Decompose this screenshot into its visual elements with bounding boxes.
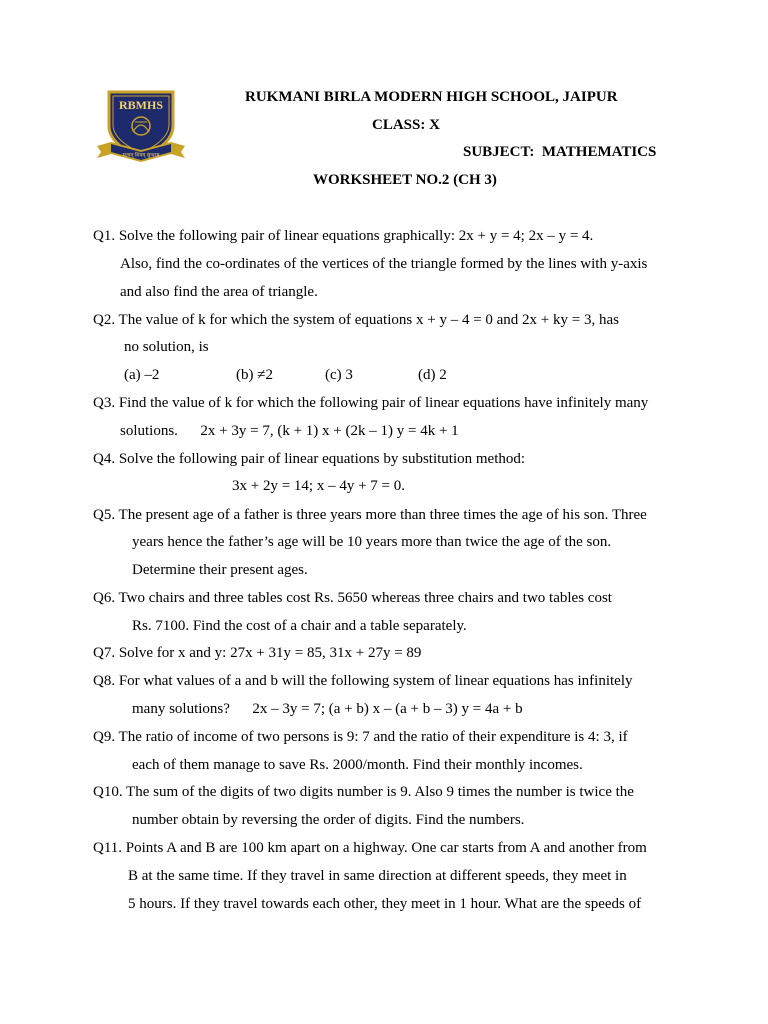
q8-line1: Q8. For what values of a and b will the following system of linear equations has infinitely: [93, 673, 633, 689]
q2-option-b: (b) ≠2: [236, 367, 273, 383]
q10-line1: Q10. The sum of the digits of two digits number is 9. Also 9 times the number is twice the: [93, 784, 634, 800]
subject-label: SUBJECT: MATHEMATICS: [463, 144, 657, 160]
q1-line3: and also find the area of triangle.: [120, 284, 318, 300]
q2-line2: no solution, is: [124, 339, 209, 355]
q11-line2: B at the same time. If they travel in same direction at different speeds, they meet in: [128, 868, 627, 884]
q5-line1: Q5. The present age of a father is three years more than three times the age of his son. Three: [93, 507, 647, 523]
q5-line3: Determine their present ages.: [132, 562, 308, 578]
q10-line2: number obtain by reversing the order of digits. Find the numbers.: [132, 812, 525, 828]
q3-line1: Q3. Find the value of k for which the following pair of linear equations have infinitely many: [93, 395, 649, 411]
q1-line1: Q1. Solve the following pair of linear equations graphically: 2x + y = 4; 2x – y = 4.: [93, 228, 594, 244]
class-label: CLASS: X: [372, 117, 440, 133]
logo-motto: सत्यम् शिवम् सुन्दरम्: [122, 152, 160, 159]
q9-line2: each of them manage to save Rs. 2000/month. Find their monthly incomes.: [132, 757, 583, 773]
q4-line1: Q4. Solve the following pair of linear equations by substitution method:: [93, 451, 526, 467]
q2-line1: Q2. The value of k for which the system of equations x + y – 4 = 0 and 2x + ky = 3, has: [93, 312, 619, 328]
q6-line1: Q6. Two chairs and three tables cost Rs. 5650 whereas three chairs and two tables cost: [93, 590, 612, 606]
q5-line2: years hence the father’s age will be 10 years more than twice the age of the son.: [132, 534, 612, 550]
q6-line2: Rs. 7100. Find the cost of a chair and a table separately.: [132, 618, 467, 634]
q7-line1: Q7. Solve for x and y: 27x + 31y = 85, 31x + 27y = 89: [93, 645, 422, 661]
q9-line1: Q9. The ratio of income of two persons is 9: 7 and the ratio of their expenditure is 4: 3, if: [93, 729, 628, 745]
school-crest-logo: [95, 88, 187, 164]
logo-abbreviation: RBMHS: [118, 98, 164, 112]
q11-line3: 5 hours. If they travel towards each other, they meet in 1 hour. What are the speeds of: [128, 896, 642, 912]
q3-line2: solutions. 2x + 3y = 7, (k + 1) x + (2k – 1) y = 4k + 1: [120, 423, 459, 439]
q11-line1: Q11. Points A and B are 100 km apart on a highway. One car starts from A and another from: [93, 840, 647, 856]
q2-option-d: (d) 2: [418, 367, 447, 383]
worksheet-title: WORKSHEET NO.2 (CH 3): [313, 172, 497, 188]
q2-option-c: (c) 3: [325, 367, 353, 383]
q8-line2: many solutions? 2x – 3y = 7; (a + b) x – (a + b – 3) y = 4a + b: [132, 701, 523, 717]
q2-option-a: (a) –2: [124, 367, 160, 383]
q1-line2: Also, find the co-ordinates of the vertices of the triangle formed by the lines with y-axis: [120, 256, 648, 272]
school-name: RUKMANI BIRLA MODERN HIGH SCHOOL, JAIPUR: [245, 89, 618, 105]
q4-line2: 3x + 2y = 14; x – 4y + 7 = 0.: [232, 478, 406, 494]
